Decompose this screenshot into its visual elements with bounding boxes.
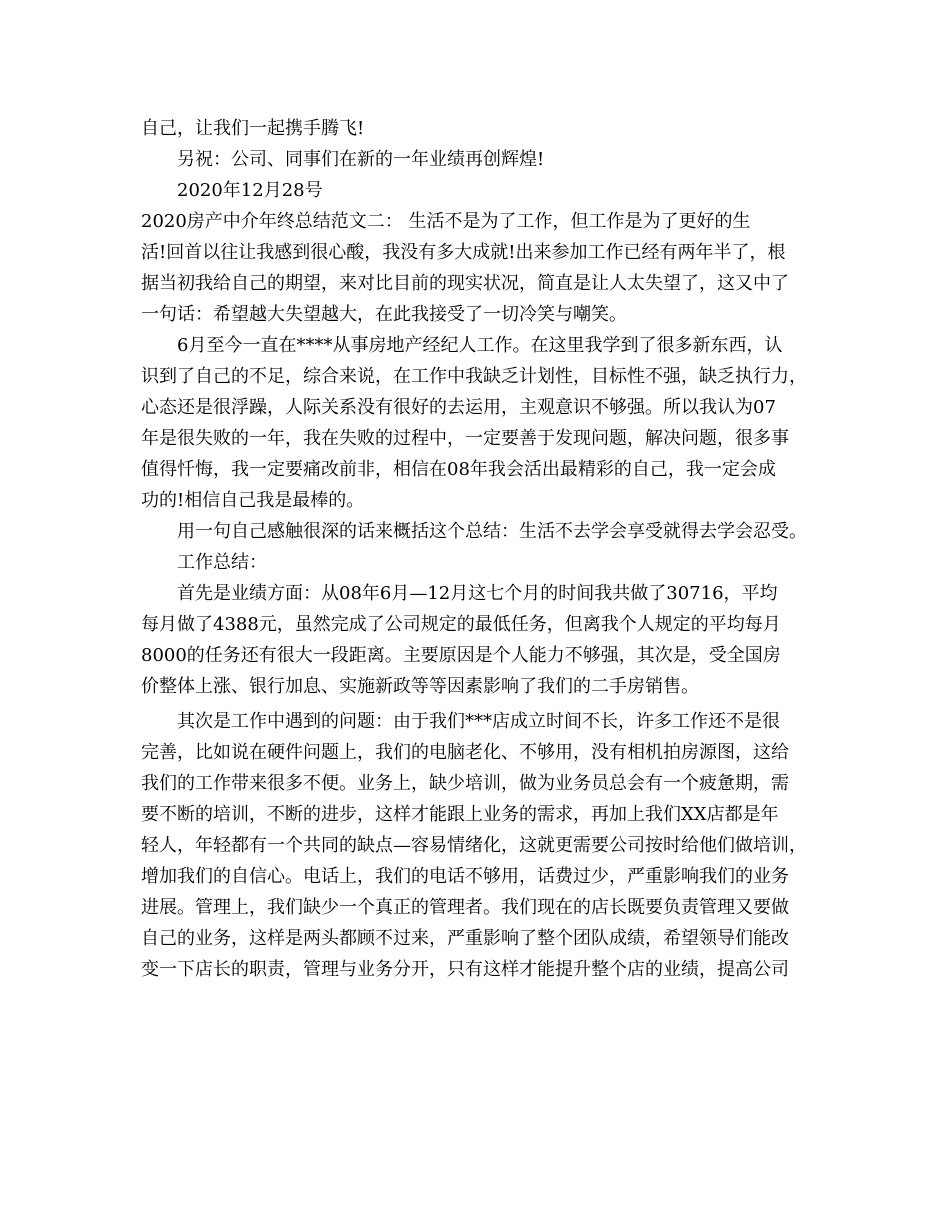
text-line: 一句话：希望越大失望越大，在此我接受了一切冷笑与嘲笑。: [141, 304, 627, 325]
section-heading-line: 2020房产中介年终总结范文二： 生活不是为了工作，但工作是为了更好的生: [141, 211, 751, 232]
text-line: 首先是业绩方面：从08年6月—12月这七个月的时间我共做了30716，平均: [177, 583, 778, 604]
text-line: 变一下店长的职责，管理与业务分开，只有这样才能提升整个店的业绩，提高公司: [141, 959, 789, 980]
text-line: 6月至今一直在****从事房地产经纪人工作。在这里我学到了很多新东西，认: [177, 335, 783, 356]
text-line: 值得忏悔，我一定要痛改前非，相信在08年我会活出最精彩的自己，我一定会成: [141, 459, 776, 480]
text-line: 活!回首以往让我感到很心酸，我没有多大成就!出来参加工作已经有两年半了，根: [141, 242, 786, 263]
text-line: 8000的任务还有很大一段距离。主要原因是个人能力不够强，其次是，受全国房: [141, 645, 781, 666]
text-line: 心态还是很浮躁，人际关系没有很好的去运用，主观意识不够强。所以我认为07: [141, 397, 776, 418]
text-line: 其次是工作中遇到的问题：由于我们***店成立时间不长，许多工作还不是很: [177, 711, 780, 732]
text-line: 自己，让我们一起携手腾飞!: [141, 118, 365, 139]
text-line: 每月做了4388元，虽然完成了公司规定的最低任务，但离我个人规定的平均每月: [141, 614, 781, 635]
text-line: 另祝：公司、同事们在新的一年业绩再创辉煌!: [177, 149, 545, 170]
text-line: 价整体上涨、银行加息、实施新政等等因素影响了我们的二手房销售。: [141, 676, 699, 697]
text-line: 用一句自己感触很深的话来概括这个总结：生活不去学会享受就得去学会忍受。: [177, 521, 807, 542]
document-body: [141, 113, 821, 985]
date-line: 2020年12月28号: [177, 180, 323, 201]
text-line: 识到了自己的不足，综合来说，在工作中我缺乏计划性，目标性不强，缺乏执行力，: [141, 366, 807, 387]
text-line: 我们的工作带来很多不便。业务上，缺少培训，做为业务员总会有一个疲惫期，需: [141, 773, 789, 794]
text-line: 轻人，年轻都有一个共同的缺点—容易情绪化，这就更需要公司按时给他们做培训，: [141, 835, 807, 856]
text-line: 年是很失败的一年，我在失败的过程中，一定要善于发现问题，解决问题，很多事: [141, 428, 789, 449]
text-line: 增加我们的自信心。电话上，我们的电话不够用，话费过少，严重影响我们的业务: [141, 866, 789, 887]
text-line: 完善，比如说在硬件问题上，我们的电脑老化、不够用，没有相机拍房源图，这给: [141, 742, 789, 763]
text-line: 自己的业务，这样是两头都顾不过来，严重影响了整个团队成绩，希望领导们能改: [141, 928, 789, 949]
text-line: 要不断的培训，不断的进步，这样才能跟上业务的需求，再加上我们XX店都是年: [141, 804, 779, 825]
text-line: 功的!相信自己我是最棒的。: [141, 490, 365, 511]
text-line: 据当初我给自己的期望，来对比目前的现实状况，简直是让人太失望了，这又中了: [141, 273, 789, 294]
text-line: 进展。管理上，我们缺少一个真正的管理者。我们现在的店长既要负责管理又要做: [141, 897, 789, 918]
subheading-line: 工作总结：: [177, 552, 267, 573]
